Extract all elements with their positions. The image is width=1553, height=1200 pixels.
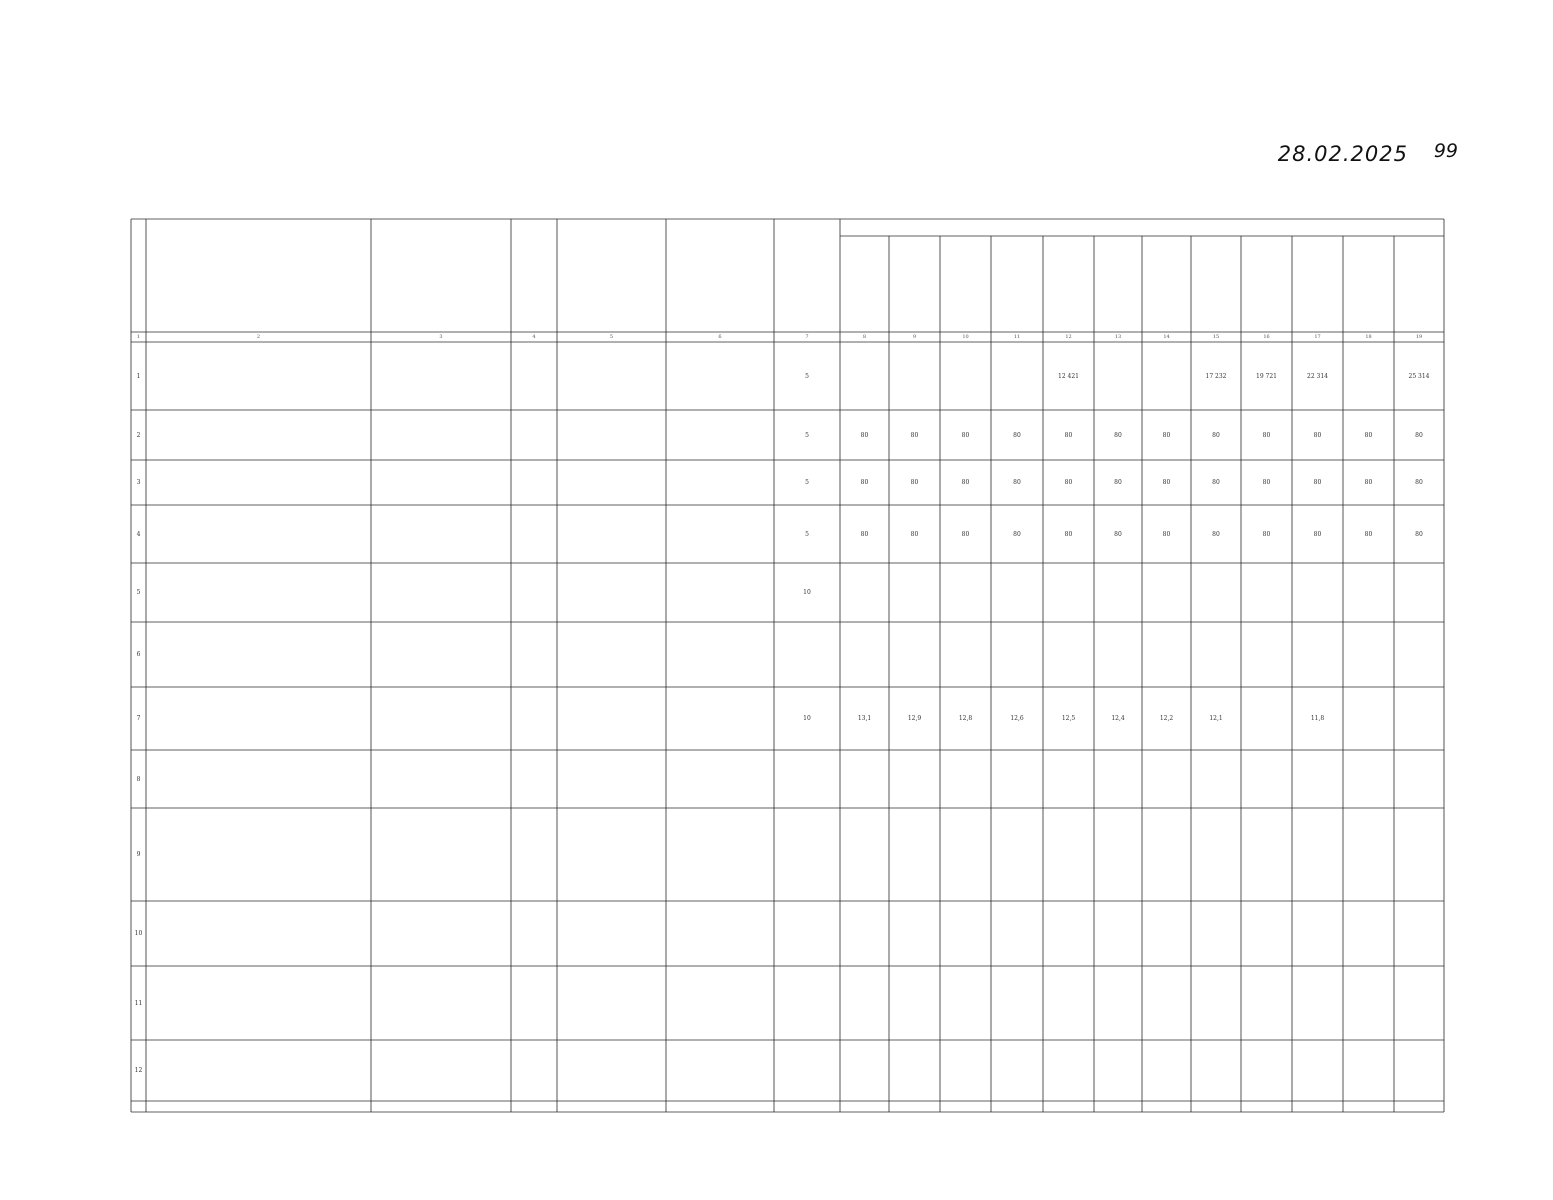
monthly-value bbox=[1095, 967, 1141, 1039]
monthly-value bbox=[1344, 564, 1393, 621]
monthly-value bbox=[1044, 1041, 1093, 1100]
column-number: 18 bbox=[1365, 334, 1372, 340]
month-header bbox=[1143, 237, 1190, 331]
monthly-value: 12,6 bbox=[1010, 715, 1024, 722]
monthly-value bbox=[1395, 967, 1443, 1039]
monthly-value bbox=[1293, 623, 1342, 686]
max-score bbox=[775, 902, 839, 965]
monthly-value bbox=[941, 1041, 990, 1100]
monthly-value bbox=[1242, 809, 1291, 900]
column-number: 4 bbox=[532, 334, 536, 340]
calculation-method bbox=[372, 343, 510, 409]
monthly-value bbox=[1395, 751, 1443, 807]
monthly-value bbox=[1395, 623, 1443, 686]
max-score bbox=[775, 1041, 839, 1100]
monthly-value bbox=[1242, 967, 1291, 1039]
month-header bbox=[841, 237, 888, 331]
monthly-value: 80 bbox=[1114, 431, 1122, 439]
assessment-scale bbox=[558, 506, 665, 562]
monthly-value bbox=[1344, 688, 1393, 749]
total-value bbox=[775, 1102, 839, 1111]
row-number: 11 bbox=[134, 999, 143, 1007]
monthly-value: 13,1 bbox=[857, 715, 872, 722]
max-score: 10 bbox=[803, 715, 811, 722]
monthly-value: 80 bbox=[1364, 431, 1373, 439]
monthly-value: 80 bbox=[961, 479, 970, 486]
monthly-value bbox=[1095, 751, 1141, 807]
assessment-scale bbox=[558, 809, 665, 900]
monthly-value: 80 bbox=[1415, 479, 1423, 486]
monthly-value bbox=[890, 343, 939, 409]
assessment-scale bbox=[558, 461, 665, 504]
monthly-value bbox=[1344, 809, 1393, 900]
monthly-value bbox=[941, 902, 990, 965]
monthly-value: 80 bbox=[910, 479, 919, 486]
row-number: 10 bbox=[134, 930, 143, 937]
indicator-name bbox=[147, 809, 370, 900]
column-number: 3 bbox=[439, 334, 443, 340]
monthly-value bbox=[1242, 564, 1291, 621]
monthly-value bbox=[1095, 564, 1141, 621]
calculation-method bbox=[372, 688, 510, 749]
monthly-value bbox=[841, 564, 888, 621]
monthly-value: 12,1 bbox=[1209, 715, 1223, 722]
month-header bbox=[1293, 237, 1342, 331]
monthly-value bbox=[1344, 623, 1393, 686]
monthly-value bbox=[841, 809, 888, 900]
monthly-value: 22 314 bbox=[1307, 372, 1328, 380]
monthly-value: 25 314 bbox=[1408, 372, 1430, 380]
monthly-value bbox=[1395, 688, 1443, 749]
monthly-value bbox=[1192, 967, 1240, 1039]
monthly-value: 80 bbox=[1415, 530, 1423, 538]
monthly-value bbox=[890, 623, 939, 686]
monthly-value: 80 bbox=[1415, 431, 1423, 439]
monthly-value bbox=[890, 1041, 939, 1100]
monthly-value: 80 bbox=[961, 530, 970, 538]
column-number: 13 bbox=[1114, 334, 1122, 340]
indicator-name bbox=[147, 751, 370, 807]
column-number: 8 bbox=[862, 334, 867, 340]
indicator-name bbox=[147, 461, 370, 504]
monthly-value: 12,9 bbox=[907, 715, 922, 722]
month-header bbox=[890, 237, 939, 331]
monthly-value: 80 bbox=[910, 530, 919, 538]
monthly-value bbox=[1192, 564, 1240, 621]
column-number: 15 bbox=[1212, 334, 1220, 340]
monthly-value bbox=[1095, 809, 1141, 900]
monthly-value bbox=[1395, 1041, 1443, 1100]
unit-of-measure bbox=[512, 564, 556, 621]
monthly-value: 80 bbox=[1364, 530, 1373, 538]
monthly-value: 12 421 bbox=[1058, 372, 1079, 380]
monthly-value: 11,8 bbox=[1310, 715, 1325, 722]
monthly-value bbox=[890, 902, 939, 965]
calculation-method bbox=[372, 564, 510, 621]
responsible-department bbox=[667, 751, 773, 807]
calculation-method bbox=[372, 461, 510, 504]
monthly-value: 80 bbox=[1262, 431, 1271, 439]
monthly-value bbox=[941, 809, 990, 900]
monthly-value bbox=[841, 623, 888, 686]
monthly-value bbox=[1293, 967, 1342, 1039]
monthly-value bbox=[1242, 902, 1291, 965]
monthly-value bbox=[1044, 564, 1093, 621]
monthly-value bbox=[941, 751, 990, 807]
monthly-value bbox=[992, 623, 1042, 686]
row-number: 5 bbox=[136, 589, 141, 596]
monthly-value bbox=[1095, 623, 1141, 686]
column-number: 14 bbox=[1163, 334, 1170, 340]
column-header bbox=[558, 220, 665, 331]
column-header bbox=[667, 220, 773, 331]
monthly-value bbox=[1095, 343, 1141, 409]
responsible-department bbox=[667, 343, 773, 409]
monthly-value bbox=[1143, 564, 1190, 621]
column-header-number bbox=[132, 220, 145, 331]
unit-of-measure bbox=[512, 688, 556, 749]
assessment-scale bbox=[558, 902, 665, 965]
column-number: 9 bbox=[912, 334, 917, 340]
monthly-value bbox=[941, 967, 990, 1039]
calculation-method bbox=[372, 902, 510, 965]
max-score bbox=[775, 751, 839, 807]
responsible-department bbox=[667, 623, 773, 686]
responsible-department bbox=[667, 1041, 773, 1100]
indicator-name bbox=[147, 411, 370, 459]
responsible-department bbox=[667, 461, 773, 504]
indicator-name bbox=[147, 1041, 370, 1100]
assessment-scale bbox=[558, 623, 665, 686]
month-header bbox=[992, 237, 1042, 331]
max-score: 5 bbox=[805, 530, 809, 538]
monthly-value bbox=[1242, 1041, 1291, 1100]
monthly-value bbox=[1143, 967, 1190, 1039]
stamp-date: 28.02.2025 bbox=[1277, 142, 1408, 166]
column-number: 2 bbox=[256, 334, 261, 340]
monthly-value: 17 232 bbox=[1205, 372, 1227, 380]
monthly-value bbox=[890, 564, 939, 621]
monthly-value bbox=[941, 564, 990, 621]
monthly-value bbox=[1044, 751, 1093, 807]
monthly-value bbox=[941, 623, 990, 686]
column-number: 10 bbox=[962, 334, 969, 340]
column-number: 7 bbox=[805, 334, 809, 340]
monthly-value: 12,8 bbox=[958, 715, 973, 722]
monthly-value bbox=[992, 1041, 1042, 1100]
column-number: 5 bbox=[609, 334, 614, 340]
monthly-value bbox=[1192, 902, 1240, 965]
responsible-department bbox=[667, 967, 773, 1039]
assessment-scale bbox=[558, 967, 665, 1039]
indicator-name bbox=[147, 343, 370, 409]
calculation-method bbox=[372, 751, 510, 807]
monthly-value bbox=[1293, 564, 1342, 621]
month-header bbox=[1242, 237, 1291, 331]
monthly-value bbox=[841, 343, 888, 409]
column-header bbox=[372, 220, 510, 331]
monthly-value bbox=[1344, 1041, 1393, 1100]
indicator-name bbox=[147, 902, 370, 965]
monthly-value: 80 bbox=[961, 431, 970, 439]
monthly-value bbox=[890, 751, 939, 807]
monthly-value bbox=[1143, 1041, 1190, 1100]
monthly-value bbox=[1242, 751, 1291, 807]
column-header bbox=[512, 220, 556, 331]
max-score: 10 bbox=[803, 589, 811, 596]
unit-of-measure bbox=[512, 411, 556, 459]
unit-of-measure bbox=[512, 461, 556, 504]
monthly-value bbox=[1192, 623, 1240, 686]
unit-of-measure bbox=[512, 623, 556, 686]
monthly-value: 80 bbox=[1162, 479, 1171, 486]
max-score bbox=[775, 967, 839, 1039]
max-score: 5 bbox=[805, 431, 809, 439]
monthly-value: 19 721 bbox=[1256, 372, 1277, 380]
max-score bbox=[775, 809, 839, 900]
monthly-value bbox=[1192, 1041, 1240, 1100]
monthly-value bbox=[890, 809, 939, 900]
unit-of-measure bbox=[512, 343, 556, 409]
monthly-value: 80 bbox=[1313, 479, 1322, 486]
responsible-department bbox=[667, 564, 773, 621]
month-header bbox=[941, 237, 990, 331]
row-number: 6 bbox=[136, 651, 141, 658]
monthly-value: 80 bbox=[910, 431, 919, 439]
monthly-value: 80 bbox=[1212, 431, 1220, 439]
monthly-value bbox=[1143, 751, 1190, 807]
column-number: 17 bbox=[1314, 334, 1321, 340]
monthly-value bbox=[1344, 967, 1393, 1039]
indicator-name bbox=[147, 967, 370, 1039]
monthly-value: 80 bbox=[1064, 479, 1073, 486]
monthly-value bbox=[992, 967, 1042, 1039]
monthly-value: 12,4 bbox=[1111, 715, 1125, 722]
calculation-method bbox=[372, 623, 510, 686]
indicator-name bbox=[147, 506, 370, 562]
monthly-value bbox=[1395, 809, 1443, 900]
stamp-number: 99 bbox=[1433, 140, 1458, 162]
row-number: 12 bbox=[134, 1067, 143, 1074]
column-number: 1 bbox=[136, 334, 141, 340]
max-score: 5 bbox=[805, 372, 809, 380]
monthly-value: 80 bbox=[1064, 530, 1073, 538]
monthly-value bbox=[1095, 1041, 1141, 1100]
calculation-method bbox=[372, 1041, 510, 1100]
monthly-value: 80 bbox=[1262, 530, 1271, 538]
monthly-value: 80 bbox=[1162, 431, 1171, 439]
responsible-department bbox=[667, 902, 773, 965]
monthly-value: 80 bbox=[1262, 479, 1271, 486]
monthly-value bbox=[841, 902, 888, 965]
monthly-value: 80 bbox=[1114, 530, 1122, 538]
monthly-value bbox=[1293, 902, 1342, 965]
unit-of-measure bbox=[512, 902, 556, 965]
responsible-department bbox=[667, 506, 773, 562]
assessment-scale bbox=[558, 343, 665, 409]
monthly-value: 80 bbox=[1212, 479, 1220, 486]
row-number: 1 bbox=[136, 372, 141, 380]
month-header bbox=[1044, 237, 1093, 331]
assessment-scale bbox=[558, 411, 665, 459]
monthly-value: 80 bbox=[1013, 431, 1021, 439]
monthly-value: 80 bbox=[860, 431, 869, 439]
unit-of-measure bbox=[512, 1041, 556, 1100]
monthly-value bbox=[1143, 902, 1190, 965]
row-number: 2 bbox=[136, 431, 141, 439]
row-number: 7 bbox=[136, 715, 141, 722]
monthly-value bbox=[1344, 902, 1393, 965]
monthly-value: 80 bbox=[1364, 479, 1373, 486]
row-number: 9 bbox=[136, 851, 141, 858]
column-number: 11 bbox=[1013, 334, 1021, 340]
monthly-value bbox=[1293, 751, 1342, 807]
indicator-name bbox=[147, 564, 370, 621]
monthly-value bbox=[1044, 967, 1093, 1039]
monthly-value bbox=[841, 967, 888, 1039]
month-header bbox=[1395, 237, 1443, 331]
row-number: 4 bbox=[136, 530, 141, 538]
calculation-method bbox=[372, 506, 510, 562]
monthly-value bbox=[992, 751, 1042, 807]
monthly-value bbox=[841, 1041, 888, 1100]
responsible-department bbox=[667, 809, 773, 900]
monthly-value bbox=[1192, 809, 1240, 900]
monthly-value bbox=[1395, 564, 1443, 621]
total-label bbox=[372, 1102, 665, 1111]
unit-of-measure bbox=[512, 809, 556, 900]
monthly-value: 12,5 bbox=[1061, 715, 1076, 722]
monthly-value bbox=[1395, 902, 1443, 965]
month-header bbox=[1344, 237, 1393, 331]
monthly-value bbox=[841, 751, 888, 807]
monthly-value bbox=[1344, 343, 1393, 409]
monthly-value bbox=[1242, 623, 1291, 686]
unit-of-measure bbox=[512, 751, 556, 807]
monthly-value bbox=[1293, 1041, 1342, 1100]
row-number: 3 bbox=[136, 479, 141, 486]
calculation-method bbox=[372, 809, 510, 900]
assessment-scale bbox=[558, 1041, 665, 1100]
monthly-value bbox=[1192, 751, 1240, 807]
column-number: 12 bbox=[1065, 334, 1072, 340]
assessment-scale bbox=[558, 564, 665, 621]
monthly-value: 80 bbox=[860, 479, 869, 486]
monthly-value: 80 bbox=[1162, 530, 1171, 538]
max-score: 5 bbox=[805, 479, 809, 486]
monthly-value: 80 bbox=[1013, 479, 1021, 486]
assessment-scale bbox=[558, 751, 665, 807]
unit-of-measure bbox=[512, 506, 556, 562]
responsible-department bbox=[667, 688, 773, 749]
monthly-value bbox=[992, 809, 1042, 900]
monthly-value bbox=[1095, 902, 1141, 965]
column-header bbox=[147, 220, 370, 331]
calculation-method bbox=[372, 411, 510, 459]
monthly-values-group-header bbox=[841, 220, 1443, 235]
monthly-value bbox=[1242, 688, 1291, 749]
monthly-value bbox=[1344, 751, 1393, 807]
monthly-value bbox=[1143, 343, 1190, 409]
monthly-value bbox=[890, 967, 939, 1039]
monthly-value bbox=[1143, 809, 1190, 900]
monthly-value bbox=[941, 343, 990, 409]
monthly-value: 80 bbox=[1064, 431, 1073, 439]
row-number: 8 bbox=[136, 775, 141, 783]
monthly-value: 80 bbox=[860, 530, 869, 538]
calculation-method bbox=[372, 967, 510, 1039]
month-header bbox=[1095, 237, 1141, 331]
column-number: 19 bbox=[1415, 334, 1423, 340]
monthly-value: 80 bbox=[1114, 479, 1122, 486]
monthly-value bbox=[992, 564, 1042, 621]
responsible-department bbox=[667, 411, 773, 459]
monthly-value bbox=[1044, 623, 1093, 686]
column-number: 6 bbox=[718, 334, 722, 340]
assessment-scale bbox=[558, 688, 665, 749]
indicator-name bbox=[147, 688, 370, 749]
max-score bbox=[775, 623, 839, 686]
monthly-value: 80 bbox=[1212, 530, 1220, 538]
monthly-value bbox=[992, 902, 1042, 965]
monthly-value: 80 bbox=[1313, 431, 1322, 439]
column-header bbox=[775, 220, 839, 331]
monthly-value: 12,2 bbox=[1159, 715, 1174, 722]
monthly-value bbox=[1143, 623, 1190, 686]
monthly-value bbox=[1044, 809, 1093, 900]
indicator-name bbox=[147, 623, 370, 686]
month-header bbox=[1192, 237, 1240, 331]
column-number: 16 bbox=[1263, 334, 1270, 340]
monthly-value bbox=[992, 343, 1042, 409]
monthly-value: 80 bbox=[1013, 530, 1021, 538]
unit-of-measure bbox=[512, 967, 556, 1039]
monthly-value: 80 bbox=[1313, 530, 1322, 538]
monthly-value bbox=[1044, 902, 1093, 965]
monthly-value bbox=[1293, 809, 1342, 900]
